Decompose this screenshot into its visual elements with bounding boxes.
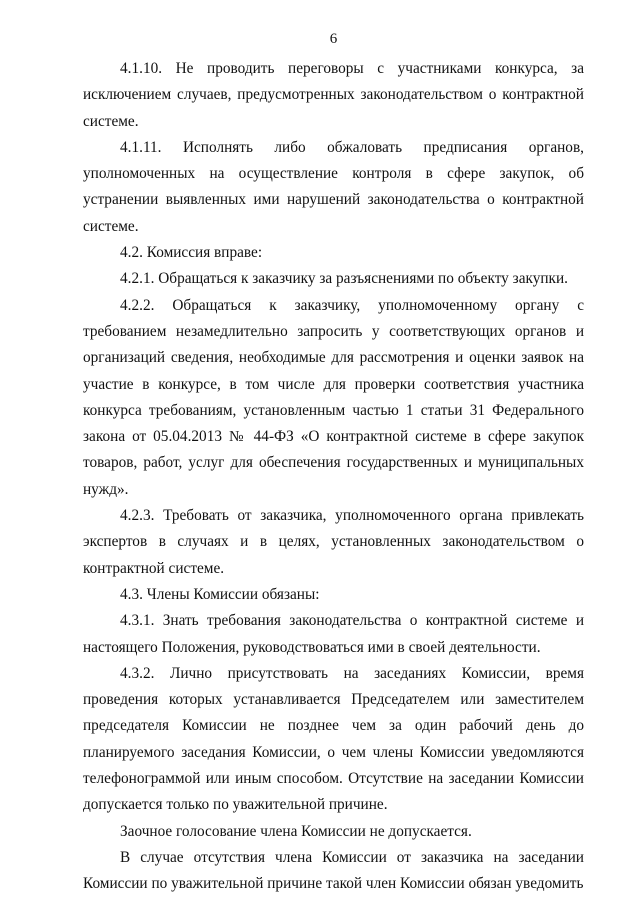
paragraph-4-2-2: 4.2.2. Обращаться к заказчику, уполномоченному органу с требованием незамедлительно запросить у соответствующих органов и организаций сведения, необходимые для рассмотрения и оценки заявок на участие в конкурсе, в том числе для проверки соответствия участника конкурса требованиям, установленным частью 1 статьи 31 Федерального закона от 05.04.2013 № 44-ФЗ «О контрактной системе в сфере закупок товаров, работ, услуг для обеспечения государственных и муниципальных нужд». (83, 296, 584, 498)
paragraph-4-1-10: 4.1.10. Не проводить переговоры с участниками конкурса, за исключением случаев, предусмотренных законодательством о контрактной системе. (83, 60, 584, 130)
paragraph-4-2-1: 4.2.1. Обращаться к заказчику за разъяснениями по объекту закупки. (120, 270, 568, 288)
paragraph-4-3: 4.3. Члены Комиссии обязаны: (120, 585, 320, 603)
page-number: 6 (329, 31, 338, 47)
paragraph-absence-notice: В случае отсутствия члена Комиссии от заказчика на заседании Комиссии по уважительной причине такой член Комиссии обязан уведомить (83, 848, 584, 893)
paragraph-4-2-3: 4.2.3. Требовать от заказчика, уполномоченного органа привлекать экспертов в случаях и в целях, установленных законодательством о контрактной системе. (83, 507, 584, 577)
paragraph-absentee-voting: Заочное голосование члена Комиссии не допускается. (120, 822, 472, 840)
paragraph-4-1-11: 4.1.11. Исполнять либо обжаловать предписания органов, уполномоченных на осуществление контроля в сфере закупок, об устранении выявленных ими нарушений законодательства о контрактной системе. (83, 138, 584, 235)
paragraph-4-2: 4.2. Комиссия вправе: (120, 244, 263, 262)
paragraph-4-3-2: 4.3.2. Лично присутствовать на заседаниях Комиссии, время проведения которых устанавливается Председателем или заместителем председателя Комиссии не позднее чем за один рабочий день до планируемого заседания Комиссии, о чем члены Комиссии уведомляются телефонограммой или иным способом. Отсутствие на заседании Комиссии допускается только по уважительной причине. (83, 664, 584, 814)
paragraph-4-3-1: 4.3.1. Знать требования законодательства о контрактной системе и настоящего Положения, руководствоваться ими в своей деятельности. (83, 612, 584, 656)
